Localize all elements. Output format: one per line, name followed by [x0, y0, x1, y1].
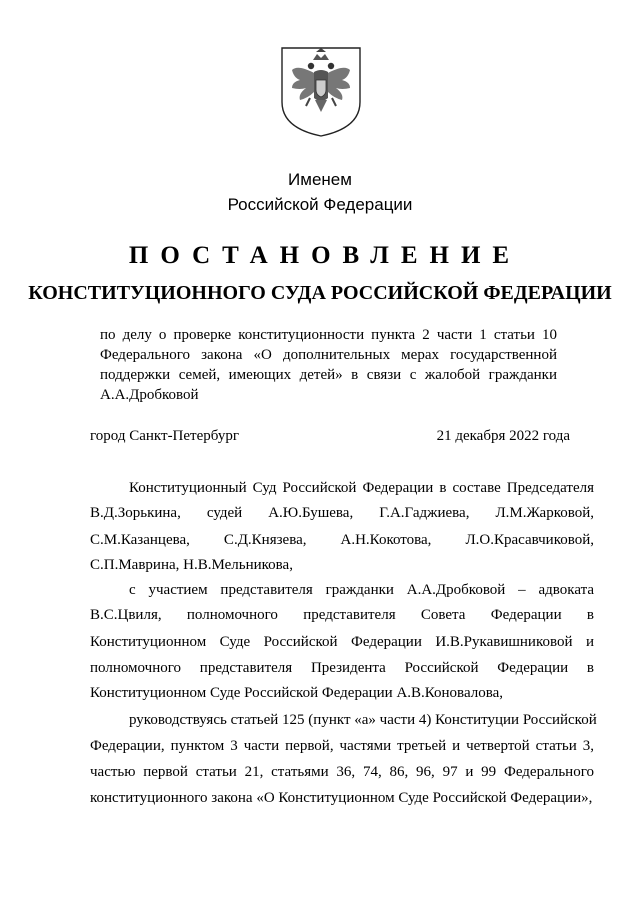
document-type-title: ПОСТАНОВЛЕНИЕ — [128, 242, 522, 269]
body-line: Федерации, пунктом 3 части первой, частями третьей и четвертой статьи 3, — [90, 738, 594, 754]
body-line: Конституционный Суд Российской Федерации в составе Председателя — [129, 480, 594, 496]
date-label: 21 декабря 2022 года — [436, 428, 570, 444]
coat-of-arms-icon — [278, 44, 364, 138]
subject-line: поддержки семей, имеющих детей» в связи с жалобой гражданки — [100, 367, 557, 383]
body-line: конституционного закона «О Конституционном Суде Российской Федерации», — [90, 790, 593, 806]
subject-line: по делу о проверке конституционности пункта 2 части 1 статьи 10 — [100, 327, 557, 343]
russian-federation-heading: Российской Федерации — [227, 195, 413, 214]
in-name-heading: Именем — [288, 170, 352, 189]
subject-line: Федерального закона «О дополнительных мерах государственной — [100, 347, 557, 363]
body-line: частью первой статьи 21, статьями 36, 74, 86, 96, 97 и 99 Федерального — [90, 764, 594, 780]
body-line: В.С.Цвиля, полномочного представителя Совета Федерации в — [90, 607, 594, 623]
body-line: полномочного представителя Президента Российской Федерации в — [90, 660, 594, 676]
city-label: город Санкт-Петербург — [90, 428, 239, 444]
body-line: с участием представителя гражданки А.А.Дробковой – адвоката — [129, 582, 594, 598]
body-line: Конституционном Суде Российской Федерации И.В.Рукавишниковой и — [90, 634, 594, 650]
body-line: Конституционном Суде Российской Федерации А.В.Коновалова, — [90, 685, 504, 701]
subject-line: А.А.Дробковой — [100, 387, 199, 403]
body-line: С.М.Казанцева, С.Д.Князева, А.Н.Кокотова, Л.О.Красавчиковой, — [90, 532, 594, 548]
court-name-title: КОНСТИТУЦИОННОГО СУДА РОССИЙСКОЙ ФЕДЕРАЦИИ — [28, 282, 612, 304]
body-line: руководствуясь статьей 125 (пункт «а» части 4) Конституции Российской — [129, 712, 597, 728]
body-line: В.Д.Зорькина, судей А.Ю.Бушева, Г.А.Гаджиева, Л.М.Жарковой, — [90, 505, 594, 521]
body-line: С.П.Маврина, Н.В.Мельникова, — [90, 557, 293, 573]
